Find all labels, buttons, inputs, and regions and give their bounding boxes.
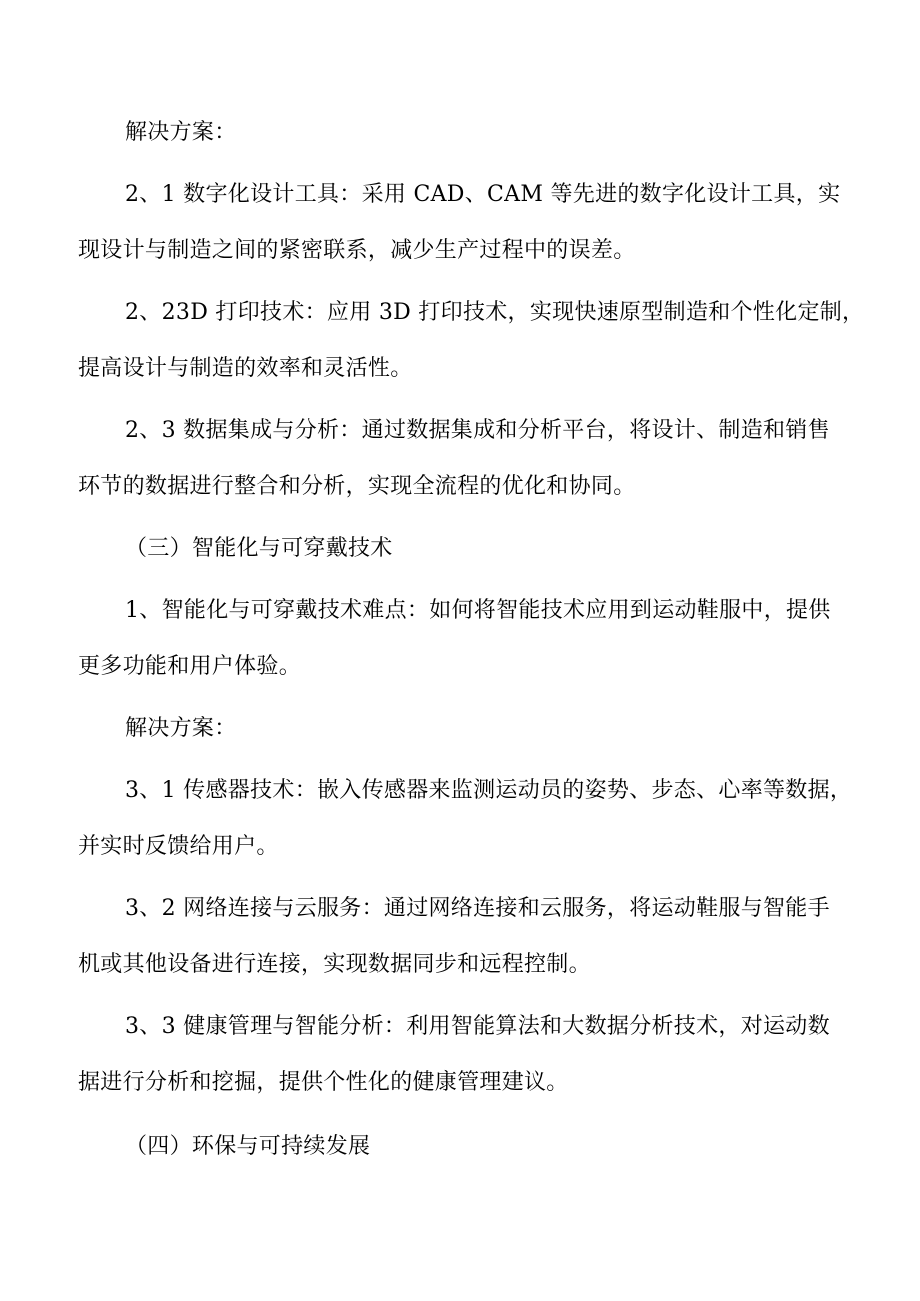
paragraph-line: 3、1 传感器技术：嵌入传感器来监测运动员的姿势、步态、心率等数据， <box>125 778 853 803</box>
paragraph-line: 现设计与制造之间的紧密联系，减少生产过程中的误差。 <box>78 238 636 263</box>
paragraph-line: 据进行分析和挖掘，提供个性化的健康管理建议。 <box>78 1070 569 1095</box>
paragraph-line: 2、1 数字化设计工具：采用 CAD、CAM 等先进的数字化设计工具，实 <box>125 182 841 207</box>
paragraph-line: 并实时反馈给用户。 <box>78 834 279 859</box>
paragraph-line: 2、23D 打印技术：应用 3D 打印技术，实现快速原型制造和个性化定制， <box>125 300 865 325</box>
paragraph-line: 3、3 健康管理与智能分析：利用智能算法和大数据分析技术，对运动数 <box>125 1014 830 1039</box>
solution-label: 解决方案： <box>125 120 237 145</box>
paragraph-line: 3、2 网络连接与云服务：通过网络连接和云服务，将运动鞋服与智能手 <box>125 896 830 921</box>
paragraph-line: 1、智能化与可穿戴技术难点：如何将智能技术应用到运动鞋服中，提供 <box>125 598 831 623</box>
section-heading: （三）智能化与可穿戴技术 <box>125 536 393 561</box>
section-heading: （四）环保与可持续发展 <box>125 1134 371 1159</box>
paragraph-line: 机或其他设备进行连接，实现数据同步和远程控制。 <box>78 952 591 977</box>
paragraph-line: 提高设计与制造的效率和灵活性。 <box>78 356 413 381</box>
solution-label: 解决方案： <box>125 716 237 741</box>
paragraph-line: 环节的数据进行整合和分析，实现全流程的优化和协同。 <box>78 474 636 499</box>
paragraph-line: 2、3 数据集成与分析：通过数据集成和分析平台，将设计、制造和销售 <box>125 418 830 443</box>
paragraph-line: 更多功能和用户体验。 <box>78 654 302 679</box>
